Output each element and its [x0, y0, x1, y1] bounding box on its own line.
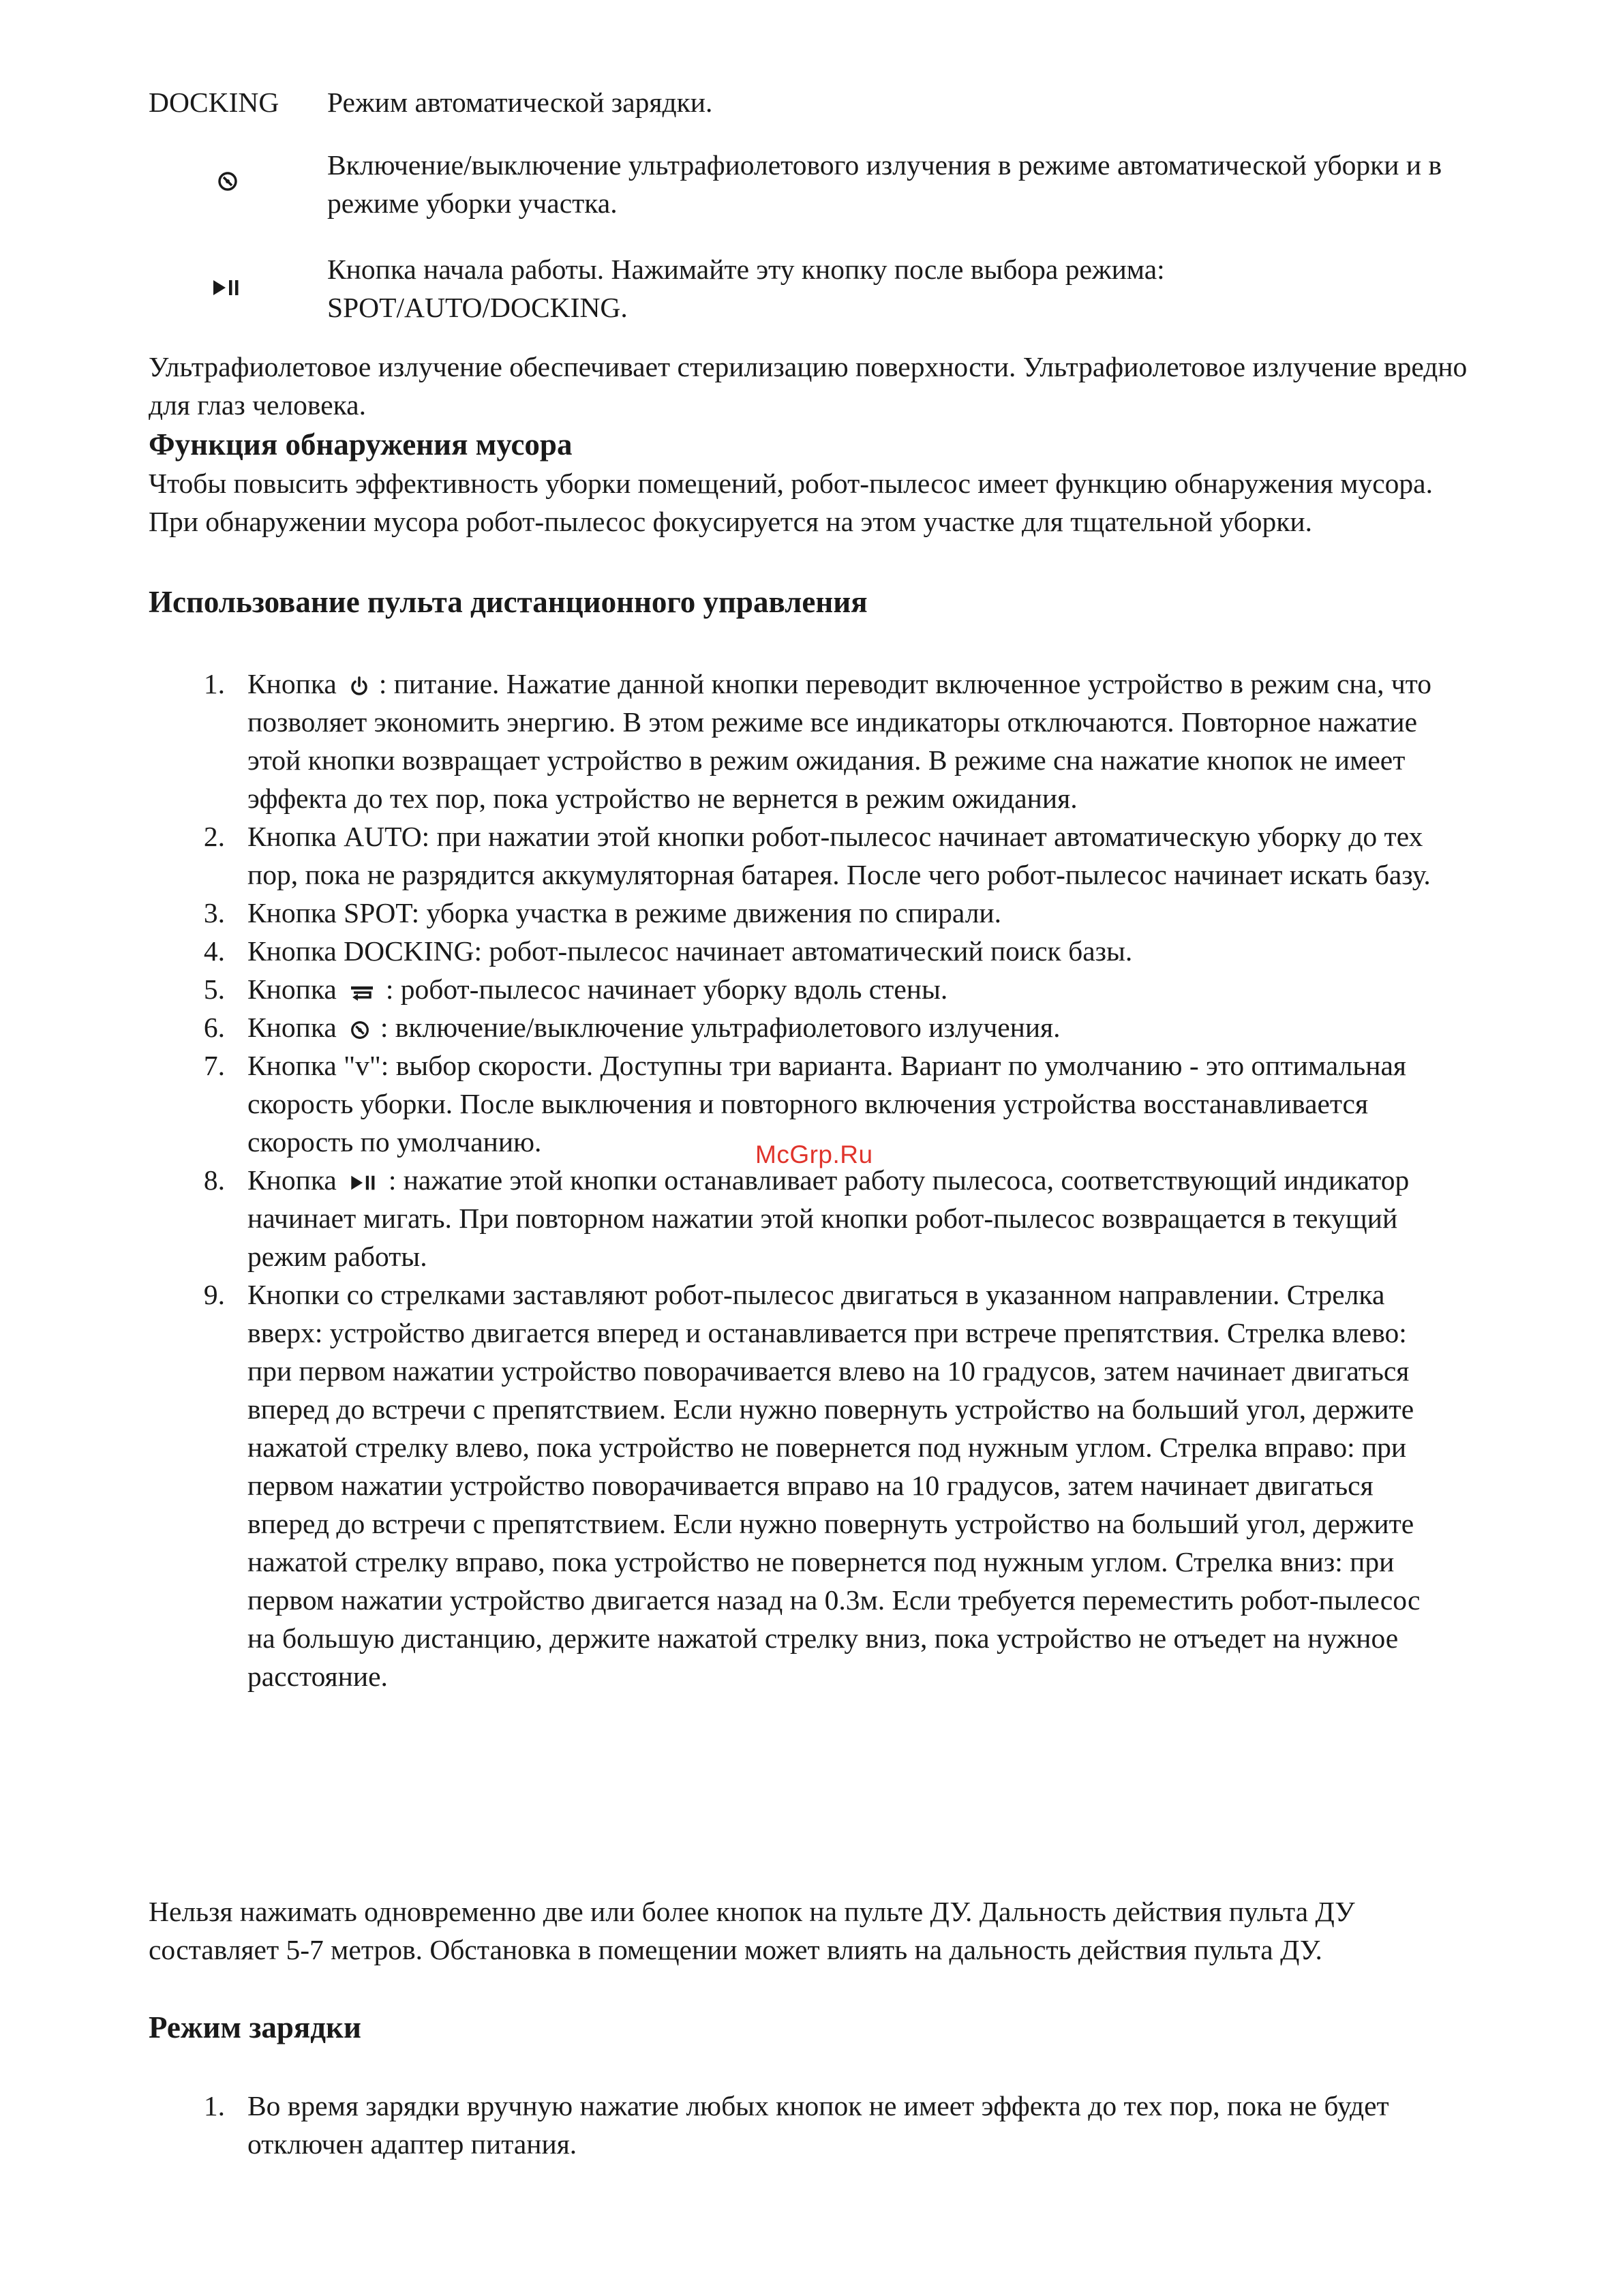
list-number: 1. — [203, 2090, 225, 2121]
section-title-remote: Использование пульта дистанционного управления — [149, 585, 868, 619]
list-number: 3. — [203, 897, 225, 928]
list-item-text: Кнопка "v": выбор скорости. Доступны три варианта. Вариант по умолчанию - это оптимальная скорость уборки. После выключения и повторного включения устройства восстанавливается скорость по умолчанию. — [247, 1050, 1406, 1158]
list-number: 2. — [203, 821, 225, 852]
list-item-prefix: Кнопка — [247, 668, 337, 699]
list-item — [0, 665, 1623, 817]
list-number: 6. — [203, 1012, 225, 1043]
list-item-text: : нажатие этой кнопки останавливает работу пылесоса, соответствующий индикатор начинает мигать. При повторном нажатии этой кнопки робот-пылесос возвращается в текущий режим работы. — [247, 1164, 1410, 1272]
list-number: 5. — [203, 973, 225, 1005]
list-item-prefix: Кнопка — [247, 973, 337, 1005]
list-item — [0, 932, 1623, 970]
definition-desc: Кнопка начала работы. Нажимайте эту кнопку после выбора режима: SPOT/AUTO/DOCKING. — [327, 254, 1165, 323]
list-item-prefix: Кнопка — [247, 1164, 337, 1196]
list-number: 9. — [203, 1279, 225, 1310]
list-item — [0, 817, 1623, 894]
list-item-prefix: Кнопка — [247, 1012, 337, 1043]
list-number: 1. — [203, 668, 225, 699]
uv-icon — [349, 1019, 371, 1041]
play-pause-icon — [349, 1173, 379, 1192]
list-item-text: Кнопка SPOT: уборка участка в режиме движения по спирали. — [247, 897, 1001, 928]
list-item — [0, 970, 1623, 1008]
list-item-text: Кнопка DOCKING: робот-пылесос начинает автоматический поиск базы. — [247, 935, 1133, 967]
section-title-debris: Функция обнаружения мусора — [149, 427, 573, 462]
list-item — [0, 1008, 1623, 1046]
uv-note: Ультрафиолетовое излучение обеспечивает стерилизацию поверхности. Ультрафиолетовое излучение вредно для глаз человека. — [149, 351, 1468, 421]
power-icon — [349, 676, 369, 697]
remote-note: Нельзя нажимать одновременно две или более кнопок на пульте ДУ. Дальность действия пульта ДУ составляет 5-7 метров. Обстановка в помещении может влиять на дальность действия пульта ДУ. — [149, 1896, 1355, 1965]
remote-list — [0, 665, 1623, 1695]
list-item — [0, 1275, 1623, 1695]
list-item-text: Кнопка AUTO: при нажатии этой кнопки робот-пылесос начинает автоматическую уборку до тех пор, пока не разрядится аккумуляторная батарея. После чего робот-пылесос начинает искать базу. — [247, 821, 1431, 890]
uv-icon — [214, 168, 241, 195]
list-item — [0, 894, 1623, 932]
definition-term: DOCKING — [149, 87, 279, 118]
section-text-debris: Чтобы повысить эффективность уборки помещений, робот-пылесос имеет функцию обнаружения мусора. При обнаружении мусора робот-пылесос фокусируется на этом участке для тщательной уборки. — [149, 468, 1433, 537]
charging-list — [0, 2087, 1623, 2163]
list-item-text: Во время зарядки вручную нажатие любых кнопок не имеет эффекта до тех пор, пока не будет отключен адаптер питания. — [247, 2090, 1389, 2160]
list-item-text: : робот-пылесос начинает уборку вдоль стены. — [385, 973, 948, 1005]
list-number: 4. — [203, 935, 225, 967]
list-item — [0, 2087, 1623, 2163]
list-item-text: Кнопки со стрелками заставляют робот-пылесос двигаться в указанном направлении. Стрелка вверх: устройство двигается вперед и останавливается при встрече препятствия. Стрелка влево: при первом нажатии устройство поворачивается влево на 10 градусов, затем начинает двигаться вперед до встречи с препятствием. Если нужно повернуть устройство на больший угол, держите нажатой стрелку влево, пока устройство не повернется под нужным углом. Стрелка вправо: при первом нажатии устройство поворачивается вправо на 10 градусов, затем начинает двигаться вперед до встречи с препятствием. Если нужно повернуть устройство на больший угол, держите нажатой стрелку вправо, пока устройство не повернется под нужным углом. Стрелка вниз: при первом нажатии устройство двигается назад на 0.3м. Если требуется переместить робот-пылесос на большую дистанцию, держите нажатой стрелку вниз, пока устройство не отъедет на нужное расстояние. — [247, 1279, 1421, 1692]
list-item-text: : включение/выключение ультрафиолетового излучения. — [380, 1012, 1061, 1043]
play-pause-icon — [210, 274, 244, 301]
list-item-text: : питание. Нажатие данной кнопки переводит включенное устройство в режим сна, что позволяет экономить энергию. В этом режиме все индикаторы отключаются. Повторное нажатие этой кнопки возвращает устройство в режим ожидания. В режиме сна нажатие кнопок не имеет эффекта до тех пор, пока устройство не вернется в режим ожидания. — [247, 668, 1432, 814]
definition-desc: Режим автоматической зарядки. — [327, 87, 713, 118]
list-number: 8. — [203, 1164, 225, 1196]
list-number: 7. — [203, 1050, 225, 1081]
section-title-charging: Режим зарядки — [149, 2010, 361, 2044]
watermark: McGrp.Ru — [755, 1141, 873, 1168]
list-item — [0, 1161, 1623, 1275]
wall-follow-icon — [349, 983, 376, 1001]
definition-desc: Включение/выключение ультрафиолетового излучения в режиме автоматической уборки и в режиме уборки участка. — [327, 149, 1442, 219]
